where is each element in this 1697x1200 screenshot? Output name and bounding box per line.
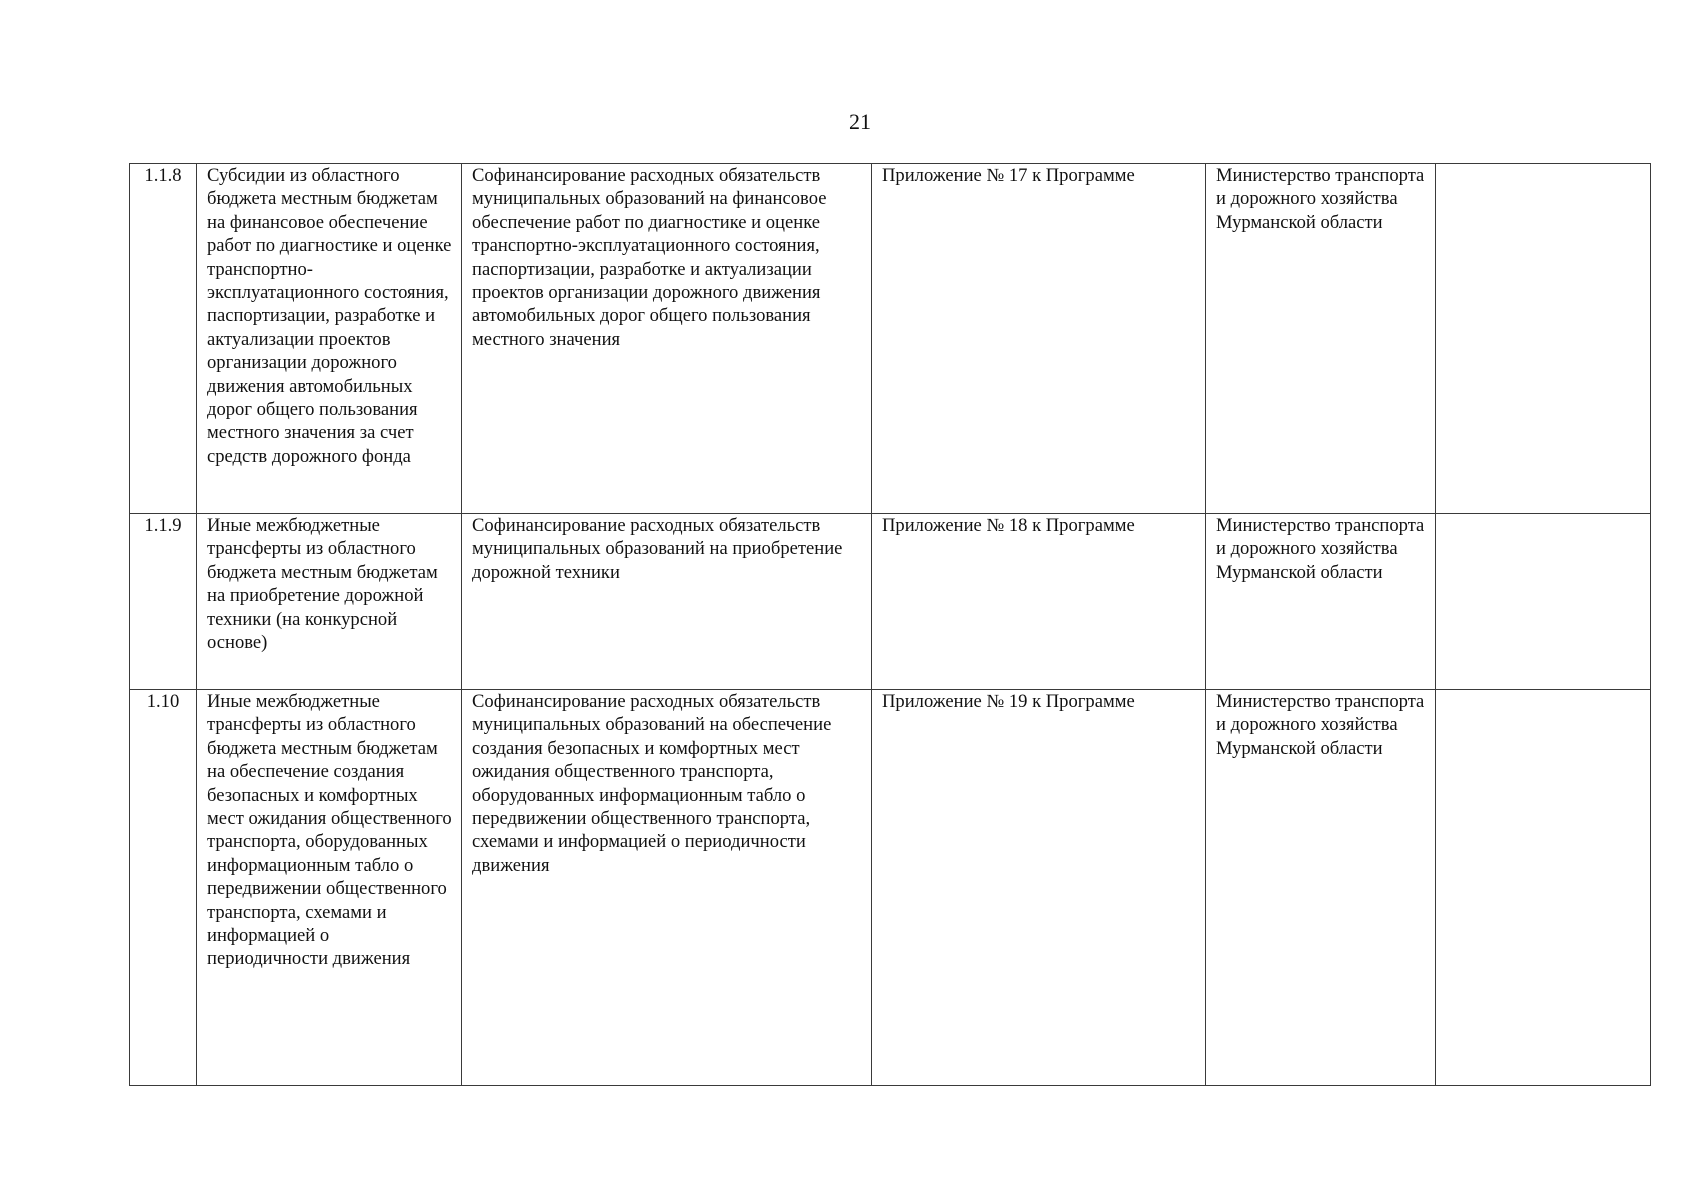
program-measures-table — [129, 163, 1651, 1086]
measure-description: Софинансирование расходных обязательств муниципальных образований на приобретение дорожной техники — [462, 514, 872, 690]
measure-description: Софинансирование расходных обязательств муниципальных образований на финансовое обеспечение работ по диагностике и оценке транспортно-эксплуатационного состояния, паспортизации, разработке и актуализации проектов организации дорожного движения автомобильных дорог общего пользования местного значения — [462, 164, 872, 514]
regulatory-document: Приложение № 17 к Программе — [872, 164, 1206, 514]
table-row — [130, 514, 1651, 690]
responsible-executor: Министерство транспорта и дорожного хозяйства Мурманской области — [1206, 164, 1436, 514]
empty-cell — [1436, 164, 1651, 514]
responsible-executor: Министерство транспорта и дорожного хозяйства Мурманской области — [1206, 690, 1436, 1086]
measure-description: Софинансирование расходных обязательств муниципальных образований на обеспечение создания безопасных и комфортных мест ожидания общественного транспорта, оборудованных информационным табло о передвижении общественного транспорта, схемами и информацией о периодичности движения — [462, 690, 872, 1086]
row-number: 1.1.8 — [130, 164, 197, 514]
page-number: 21 — [849, 109, 871, 134]
regulatory-document: Приложение № 18 к Программе — [872, 514, 1206, 690]
regulatory-document: Приложение № 19 к Программе — [872, 690, 1206, 1086]
row-number: 1.1.9 — [130, 514, 197, 690]
measure-name: Иные межбюджетные трансферты из областного бюджета местным бюджетам на приобретение дорожной техники (на конкурсной основе) — [197, 514, 462, 690]
empty-cell — [1436, 690, 1651, 1086]
empty-cell — [1436, 514, 1651, 690]
responsible-executor: Министерство транспорта и дорожного хозяйства Мурманской области — [1206, 514, 1436, 690]
measure-name: Субсидии из областного бюджета местным бюджетам на финансовое обеспечение работ по диагностике и оценке транспортно-эксплуатационного состояния, паспортизации, разработке и актуализации проектов организации дорожного движения автомобильных дорог общего пользования местного значения за счет средств дорожного фонда — [197, 164, 462, 514]
table-row — [130, 164, 1651, 514]
row-number: 1.10 — [130, 690, 197, 1086]
table-row — [130, 690, 1651, 1086]
measure-name: Иные межбюджетные трансферты из областного бюджета местным бюджетам на обеспечение создания безопасных и комфортных мест ожидания общественного транспорта, оборудованных информационным табло о передвижении общественного транспорта, схемами и информацией о периодичности движения — [197, 690, 462, 1086]
